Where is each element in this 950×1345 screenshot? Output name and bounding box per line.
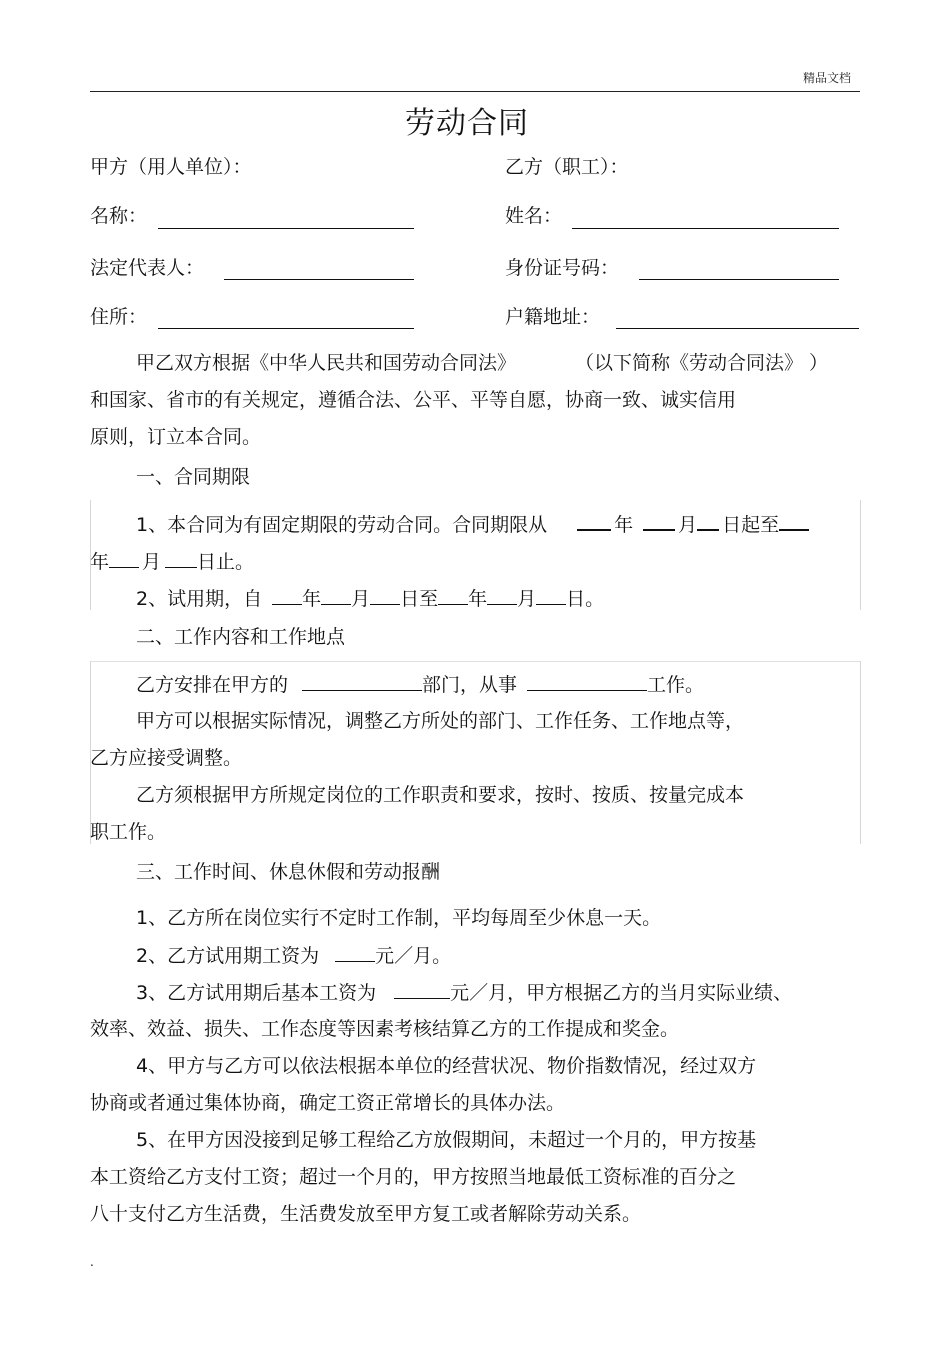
party-a-address-label: 住所： bbox=[90, 306, 148, 328]
section2-para3-line1: 乙方须根据甲方所规定岗位的工作职责和要求，按时、按质、按量完成本 bbox=[136, 784, 745, 806]
party-a-name-field[interactable] bbox=[158, 228, 414, 229]
month-label: 月 bbox=[142, 551, 162, 573]
party-a-heading: 甲方（用人单位）： bbox=[90, 156, 252, 178]
term-end-month-blank[interactable] bbox=[109, 549, 139, 568]
party-b-household-label: 户籍地址： bbox=[505, 306, 601, 328]
year-label: 年 bbox=[468, 588, 488, 610]
job-blank[interactable] bbox=[527, 672, 647, 691]
probation-end-year-blank[interactable] bbox=[438, 586, 468, 605]
term-start-day-blank[interactable] bbox=[697, 511, 719, 531]
base-wage-unit: 元／月，甲方根据乙方的当月实际业绩、 bbox=[450, 982, 793, 1004]
section2-para3-line2: 职工作。 bbox=[90, 821, 167, 843]
month-label: 月 bbox=[351, 588, 371, 610]
section3-item5-line1: 5、在甲方因没接到足够工程给乙方放假期间，未超过一个月的，甲方按基 bbox=[136, 1129, 757, 1151]
probation-start-month-blank[interactable] bbox=[321, 586, 351, 605]
preamble-line2: 和国家、省市的有关规定，遵循合法、公平、平等自愿，协商一致、诚实信用 bbox=[90, 389, 737, 411]
section1-item1-line2 bbox=[90, 549, 254, 574]
section3-heading: 三、工作时间、休息休假和劳动报酬 bbox=[136, 861, 441, 883]
section3-item1: 1、乙方所在岗位实行不定时工作制，平均每周至少休息一天。 bbox=[136, 907, 662, 929]
party-a-name-label: 名称： bbox=[90, 205, 148, 227]
section2-heading: 二、工作内容和工作地点 bbox=[136, 626, 346, 648]
probation-end-day-blank[interactable] bbox=[536, 586, 566, 605]
term-start-month-blank[interactable] bbox=[643, 511, 675, 531]
day-from-label: 日起至 bbox=[722, 514, 780, 536]
section3-item3-line2: 效率、效益、损失、工作态度等因素考核结算乙方的工作提成和奖金。 bbox=[90, 1018, 680, 1040]
day-end-label: 日。 bbox=[566, 588, 605, 610]
party-a-rep-label: 法定代表人： bbox=[90, 257, 205, 279]
section2-para2-line1: 甲方可以根据实际情况，调整乙方所处的部门、工作任务、工作地点等， bbox=[136, 710, 745, 732]
preamble-line3: 原则，订立本合同。 bbox=[90, 426, 262, 448]
header-note: 精品文档 bbox=[803, 71, 852, 85]
day-to-label: 日止。 bbox=[197, 551, 255, 573]
party-b-household-field[interactable] bbox=[616, 328, 859, 329]
year-label: 年 bbox=[614, 514, 634, 536]
party-b-heading: 乙方（职工）： bbox=[505, 156, 629, 178]
probation-start-year-blank[interactable] bbox=[272, 586, 302, 605]
section1-box-right bbox=[860, 500, 861, 610]
section2-box-top bbox=[90, 661, 860, 662]
party-b-name-label: 姓名： bbox=[505, 205, 563, 227]
probation-wage-text: 2、乙方试用期工资为 bbox=[136, 945, 320, 967]
section1-item1-line1 bbox=[136, 511, 809, 537]
party-b-id-label: 身份证号码： bbox=[505, 257, 620, 279]
preamble-line1-b: （以下简称《劳动合同法》 ） bbox=[575, 352, 829, 374]
base-wage-blank[interactable] bbox=[394, 980, 450, 999]
section2-para2-line2: 乙方应接受调整。 bbox=[90, 747, 243, 769]
probation-end-month-blank[interactable] bbox=[487, 586, 517, 605]
section3-item3-line1 bbox=[136, 980, 792, 1005]
footer-mark: . bbox=[90, 1255, 94, 1269]
preamble-line1-a: 甲乙双方根据《中华人民共和国劳动合同法》 bbox=[136, 352, 517, 374]
probation-start-day-blank[interactable] bbox=[370, 586, 400, 605]
probation-wage-blank[interactable] bbox=[335, 943, 375, 962]
term-end-year-blank-part[interactable] bbox=[779, 511, 809, 531]
section2-para1 bbox=[136, 672, 704, 697]
department-label: 部门，从事 bbox=[422, 674, 518, 696]
party-a-rep-field[interactable] bbox=[224, 279, 414, 280]
month-label: 月 bbox=[678, 514, 698, 536]
assignment-text: 乙方安排在甲方的 bbox=[136, 674, 289, 696]
section3-item4-line1: 4、甲方与乙方可以依法根据本单位的经营状况、物价指数情况，经过双方 bbox=[136, 1055, 757, 1077]
section3-item4-line2: 协商或者通过集体协商，确定工资正常增长的具体办法。 bbox=[90, 1092, 566, 1114]
department-blank[interactable] bbox=[302, 672, 422, 691]
section1-item1-text: 1、本合同为有固定期限的劳动合同。合同期限从 bbox=[136, 514, 548, 536]
section1-item2 bbox=[136, 586, 604, 611]
day-to-label: 日至 bbox=[400, 588, 439, 610]
term-end-day-blank[interactable] bbox=[165, 549, 197, 568]
section1-heading: 一、合同期限 bbox=[136, 466, 251, 488]
year-label: 年 bbox=[90, 551, 110, 573]
document-title: 劳动合同 bbox=[405, 106, 529, 141]
party-a-address-field[interactable] bbox=[158, 328, 414, 329]
probation-text: 2、试用期，自 bbox=[136, 588, 263, 610]
section3-item5-line2: 本工资给乙方支付工资；超过一个月的，甲方按照当地最低工资标准的百分之 bbox=[90, 1166, 737, 1188]
probation-wage-unit: 元／月。 bbox=[375, 945, 452, 967]
party-b-id-field[interactable] bbox=[639, 279, 839, 280]
job-label: 工作。 bbox=[647, 674, 705, 696]
header-divider bbox=[90, 91, 860, 92]
term-start-year-blank[interactable] bbox=[577, 511, 611, 531]
section3-item2 bbox=[136, 943, 451, 968]
year-label: 年 bbox=[302, 588, 322, 610]
base-wage-text: 3、乙方试用期后基本工资为 bbox=[136, 982, 377, 1004]
section2-box-right bbox=[860, 661, 861, 844]
section3-item5-line3: 八十支付乙方生活费，生活费发放至甲方复工或者解除劳动关系。 bbox=[90, 1203, 642, 1225]
month-label: 月 bbox=[517, 588, 537, 610]
party-b-name-field[interactable] bbox=[572, 228, 839, 229]
